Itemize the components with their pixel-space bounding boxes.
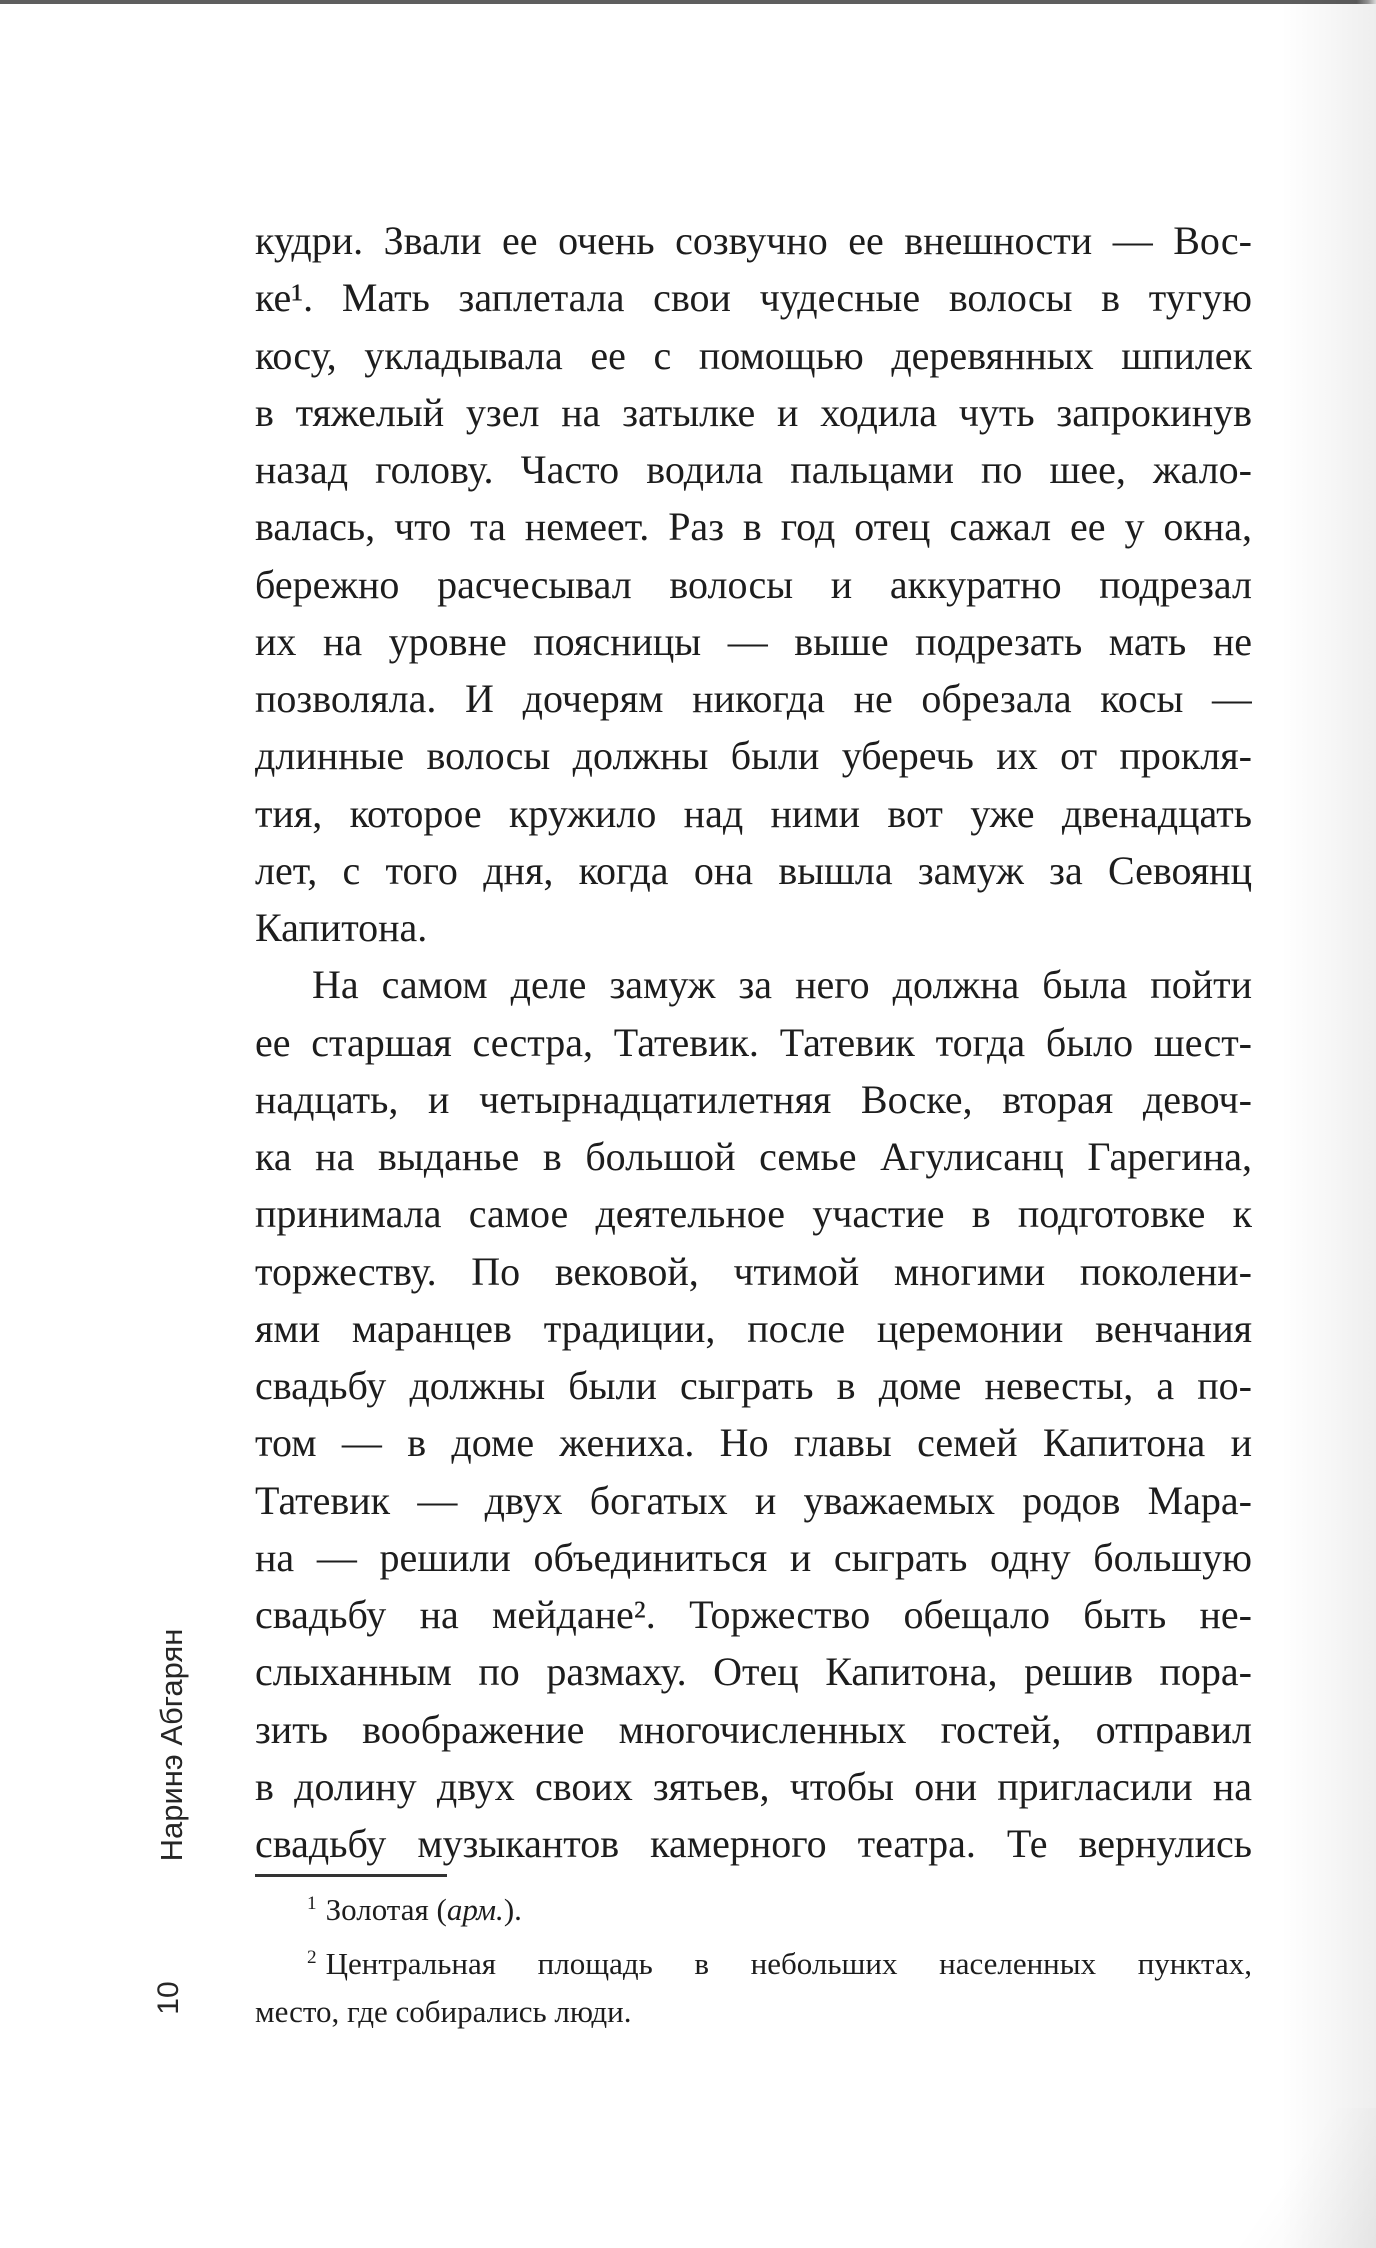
- text-line: свадьбу музыкантов камерного театра. Те вернулись: [255, 1821, 1252, 1866]
- footnote-2-marker: 2: [307, 1946, 317, 1968]
- text-line: кудри. Звали ее очень созвучно ее внешности — Вос-: [255, 218, 1252, 263]
- text-line: торжеству. По вековой, чтимой многими поколени-: [255, 1248, 1252, 1294]
- footnote-1: [255, 1886, 1252, 1934]
- text-line: косу, укладывала ее с помощью деревянных шпилек: [255, 332, 1252, 378]
- text-line: Капитона.: [255, 905, 428, 950]
- top-progress-bar: [0, 0, 1376, 4]
- text-line: их на уровне поясницы — выше подрезать мать не: [255, 618, 1252, 664]
- text-line: Татевик — двух богатых и уважаемых родов Мара-: [255, 1477, 1252, 1523]
- text-line: На самом деле замуж за него должна была пойти: [312, 962, 1252, 1008]
- footnote-2-line-1: [255, 1940, 1252, 1988]
- text-line: позволяла. И дочерям никогда не обрезала косы —: [255, 676, 1252, 721]
- text-line: ка на выданье в большой семье Агулисанц Гарегина,: [255, 1134, 1252, 1179]
- footnote-2-line-2: место, где собирались люди.: [255, 1994, 632, 2029]
- text-line: бережно расчесывал волосы и аккуратно подрезал: [255, 561, 1252, 607]
- page-edge-shadow: [1281, 0, 1376, 2248]
- text-block: [255, 212, 1252, 1872]
- text-line: ке¹. Мать заплетала свои чудесные волосы в тугую: [255, 275, 1252, 321]
- text-line: свадьбу на мейдане². Торжество обещало быть не-: [255, 1592, 1252, 1637]
- text-line: длинные волосы должны были уберечь их от прокля-: [255, 733, 1252, 779]
- text-line: лет, с того дня, когда она вышла замуж за Севоянц: [255, 847, 1252, 893]
- text-line: слыханным по размаху. Отец Капитона, решив пора-: [255, 1649, 1252, 1695]
- footnote-1-text-end: ).: [503, 1892, 522, 1927]
- text-line: в тяжелый узел на затылке и ходила чуть запрокинув: [255, 389, 1252, 435]
- text-line: тия, которое кружило над ними вот уже двенадцать: [255, 790, 1252, 836]
- page-corner-shadow: [1096, 2108, 1376, 2248]
- footnote-1-italic: арм.: [446, 1892, 504, 1927]
- text-line: в долину двух своих зятьев, чтобы они пригласили на: [255, 1763, 1252, 1809]
- text-line: зить воображение многочисленных гостей, отправил: [255, 1706, 1252, 1752]
- page-number: 10: [152, 1981, 185, 2015]
- footnotes: [255, 1886, 1252, 2036]
- text-line: ями маранцев традиции, после церемонии венчания: [255, 1305, 1252, 1351]
- footnote-2-text: Центральная площадь в небольших населенных пунктах,: [325, 1946, 1252, 1981]
- footnote-1-text: Золотая (: [325, 1892, 447, 1927]
- author-name-vertical: Наринэ Абгарян: [154, 1628, 189, 1862]
- text-line: надцать, и четырнадцатилетняя Воске, вторая девоч-: [255, 1076, 1252, 1122]
- text-line: валась, что та немеет. Раз в год отец сажал ее у окна,: [255, 504, 1252, 550]
- footnote-1-marker: 1: [307, 1892, 317, 1914]
- text-line: том — в доме жениха. Но главы семей Капитона и: [255, 1420, 1252, 1466]
- text-line: принимала самое деятельное участие в подготовке к: [255, 1191, 1252, 1237]
- text-line: ее старшая сестра, Татевик. Татевик тогда было шест-: [255, 1019, 1252, 1065]
- text-line: на — решили объединиться и сыграть одну большую: [255, 1534, 1252, 1580]
- text-line: свадьбу должны были сыграть в доме невесты, а по-: [255, 1363, 1252, 1408]
- text-line: назад голову. Часто водила пальцами по шее, жало-: [255, 447, 1252, 492]
- footnote-separator: [255, 1874, 447, 1877]
